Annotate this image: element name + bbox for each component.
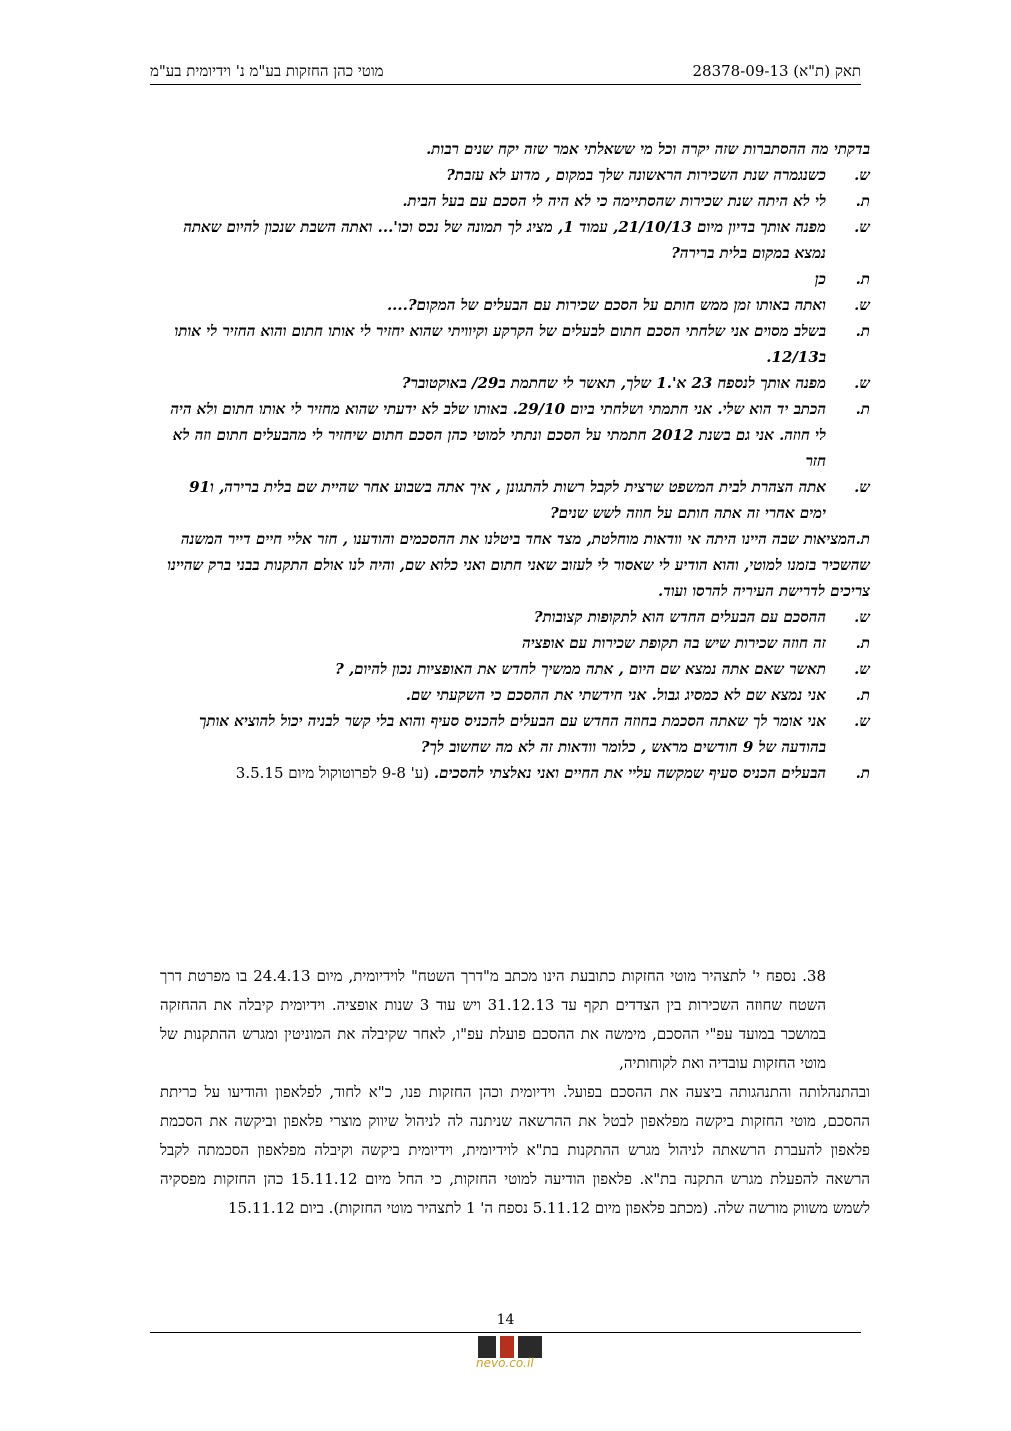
qa-item xyxy=(160,656,870,682)
nevo-logo xyxy=(470,1336,560,1370)
qa-text: זה חוזה שכירות שיש בה תקופת שכירות עם אופציה xyxy=(522,634,826,652)
running-header xyxy=(150,62,861,84)
qa-label: ת. xyxy=(855,400,870,418)
qa-text: כן xyxy=(814,270,826,288)
qa-label: ת. xyxy=(855,764,870,782)
header-divider xyxy=(150,84,861,85)
qa-label: ש. xyxy=(854,166,870,184)
qa-label: ש. xyxy=(854,374,870,392)
qa-text: כשנגמרה שנת השכירות הראשונה שלך במקום , מדוע לא עזבת? xyxy=(446,166,826,184)
qa-text: מפנה אותך בדיון מיום 21/10/13, עמוד 1, מציג לך תמונה של נכס וכו'... ואתה השבת שנכון להיום שאתה נמצא במקום בלית ברירה? xyxy=(183,218,826,262)
protocol-reference: (ע' 9-8 לפרוטוקול מיום 3.5.15 xyxy=(235,764,434,782)
qa-item xyxy=(160,630,870,656)
nevo-logo-icon xyxy=(470,1336,550,1358)
qa-answer-text: הבעלים הכניס סעיף שמקשה עליי את החיים ואני נאלצתי להסכים. xyxy=(433,764,826,782)
footer-divider xyxy=(150,1332,861,1333)
nevo-logo-text: nevo.co.il xyxy=(476,1356,534,1370)
qa-item xyxy=(160,760,870,786)
qa-label: ש. xyxy=(854,296,870,314)
qa-item xyxy=(160,188,870,214)
qa-label: ת. xyxy=(855,686,870,704)
qa-text: אני נמצא שם לא כמסיג גבול. אני חידשתי את ההסכם כי השקעתי שם. xyxy=(405,686,826,704)
qa-label: ש. xyxy=(854,660,870,678)
qa-item xyxy=(160,292,870,318)
qa-item xyxy=(160,162,870,188)
qa-item xyxy=(160,682,870,708)
qa-text: לי לא היתה שנת שכירות שהסתיימה כי לא היה לי הסכם עם בעל הבית. xyxy=(402,192,826,210)
qa-label: ת. xyxy=(855,192,870,210)
testimony-transcript xyxy=(160,136,870,786)
qa-item xyxy=(160,370,870,396)
qa-text: הכתב יד הוא שלי. אני חתמתי ושלחתי ביום 29/10. באותו שלב לא ידעתי שהוא מחזיר לי אותו חתום ולא היה לי חוזה. אני גם בשנת 2012 חתמתי על הסכם ונתתי למוטי כהן הסכם חתום שיחזיר לי מהבעלים חתום וזה לא חזר xyxy=(170,400,826,470)
paragraph-38 xyxy=(160,962,870,1223)
header-case-parties: מוטי כהן החזקות בע"מ נ' וידיומית בע"מ xyxy=(150,62,384,80)
qa-text: תאשר שאם אתה נמצא שם היום , אתה ממשיך לחדש את האופציות נכון להיום, ? xyxy=(335,660,826,678)
qa-item xyxy=(160,474,870,526)
qa-answer-unlabeled: ת.המציאות שבה היינו היתה אי וודאות מוחלטת, מצד אחד ביטלנו את ההסכמים והודענו , חזר אליי חיים דייר המשנה שהשכיר בזמנו למוטי, והוא הודיע לי שאסור לי לעזוב שאני חתום ואני כלוא שם, והיה לנו אולם התקנות בבני ברק שהיינו צריכים לדרישת העיריה להרסו ועוד. xyxy=(167,530,870,600)
page-number: 14 xyxy=(496,1312,515,1328)
qa-item xyxy=(160,604,870,630)
qa-label: ש. xyxy=(854,608,870,626)
qa-label: ש. xyxy=(854,478,870,496)
qa-text xyxy=(160,760,826,786)
paragraph-38-continuation: ובהתנהלותה והתנהגותה ביצעה את ההסכם בפועל. וידיומית וכהן החזקות פנו, כ"א לחוד, לפלאפון והודיעו על כריתת ההסכם, מוטי החזקות ביקשה מפלאפון לבטל את ההרשאה שניתנה לה לניהול שיווק מוצרי פלאפון וביקשה את הסכמת פלאפון להעברת הרשאתה לניהול מגרש ההתקנות בת"א לוידיומית, וידיומית ביקשה וקיבלה מפלאפון הסכמתה לקבל הרשאה להפעלת מגרש התקנה בת"א. פלאפון הודיעה למוטי החזקות, כי החל מיום 15.11.12 כהן החזקות מפסקיה לשמש משווק מורשה שלה. (מכתב פלאפון מיום 5.11.12 נספח ה' 1 לתצהיר מוטי החזקות). ביום 15.11.12 xyxy=(160,1083,870,1217)
qa-label: ש. xyxy=(854,218,870,236)
qa-label: ת. xyxy=(855,270,870,288)
qa-item xyxy=(160,708,870,760)
qa-text: אני אומר לך שאתה הסכמת בחוזה החדש עם הבעלים להכניס סעיף והוא בלי קשר לבניה יכול להוציא אותך בהודעה של 9 חודשים מראש , כלומר וודאות זה לא מה שחשוב לך? xyxy=(199,712,826,756)
qa-item xyxy=(160,396,870,474)
qa-label: ש. xyxy=(854,712,870,730)
paragraph-38-intro: 38. נספח י' לתצהיר מוטי החזקות כתובעת הינו מכתב מ"דרך השטח" לוידיומית, מיום 24.4.13 בו מפרטת דרך השטח שחוזה השכירות בין הצדדים תקף עד 31.12.13 ויש עוד 3 שנות אופציה. וידיומית קיבלה את ההחזקה במושכר במועד עפ"י ההסכם, מימשה את ההסכם פועלת עפ"ו, לאחר שקיבלה את המוניטין ומגרש ההתקנות של מוטי החזקות עובדיה ואת לקוחותיה, xyxy=(160,967,826,1072)
qa-item xyxy=(160,266,870,292)
qa-item xyxy=(160,214,870,266)
header-case-number: תאק (ת"א) 28378-09-13 xyxy=(692,62,861,80)
qa-text: בשלב מסוים אני שלחתי הסכם חתום לבעלים של הקרקע וקיוויתי שהוא יחזיר לי אותו חתום והוא החזיר לי אותו ב12/13. xyxy=(174,322,826,366)
testimony-intro: בדקתי מה ההסתברות שזה יקרה וכל מי ששאלתי אמר שזה יקח שנים רבות. xyxy=(426,140,870,158)
qa-text: מפנה אותך לנספח 23 א'.1 שלך, תאשר לי שחתמת ב29/ באוקטובר? xyxy=(401,374,826,392)
qa-label: ת. xyxy=(855,634,870,652)
qa-text: ההסכם עם הבעלים החדש הוא לתקופות קצובות? xyxy=(533,608,826,626)
qa-text: ואתה באותו זמן ממש חותם על הסכם שכירות עם הבעלים של המקום?.... xyxy=(386,296,826,314)
qa-label: ת. xyxy=(855,322,870,340)
qa-item xyxy=(160,318,870,370)
qa-text: אתה הצהרת לבית המשפט שרצית לקבל רשות להתגונן , איך אתה בשבוע אחר שהיית שם בלית ברירה, ו91 ימים אחרי זה אתה חותם על חוזה לשש שנים? xyxy=(189,478,826,522)
